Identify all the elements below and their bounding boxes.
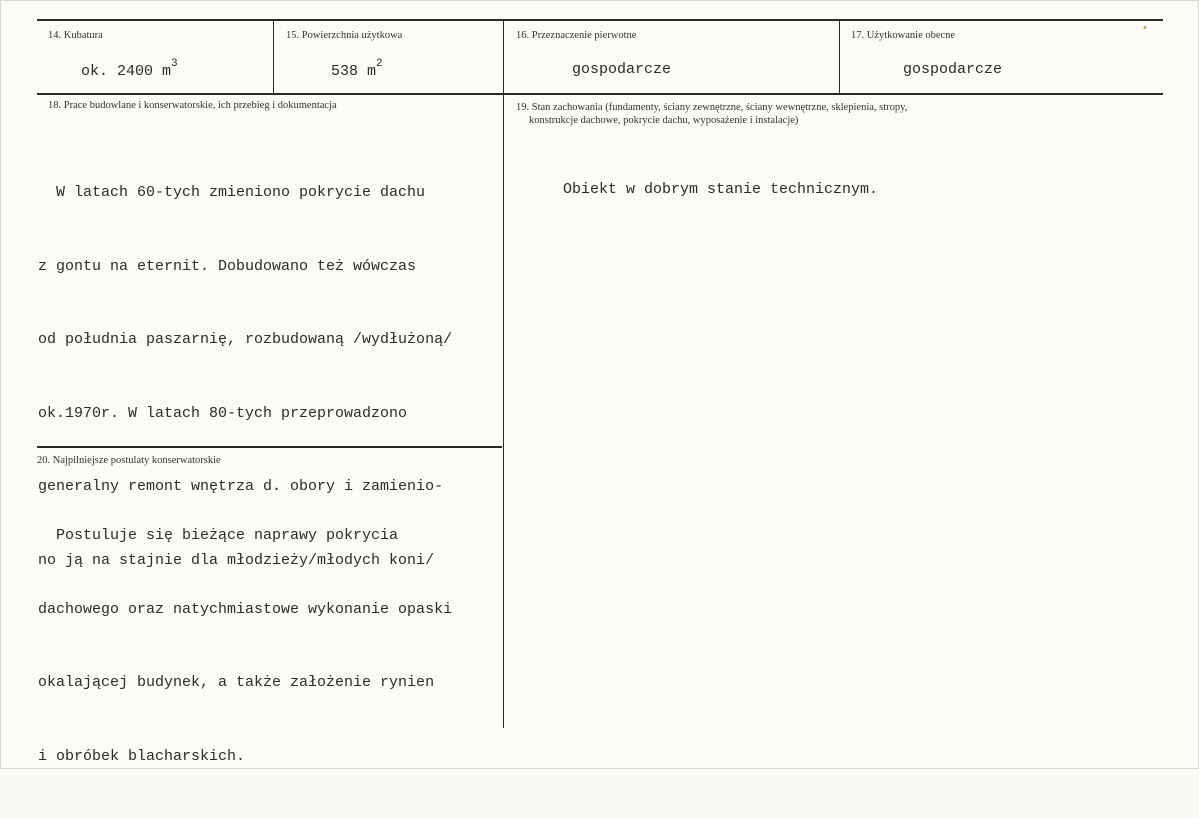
field-18-line: no ją na stajnie dla młodzieży/młodych koni/ — [38, 551, 435, 569]
field-20-line: dachowego oraz natychmiastowe wykonanie opaski — [38, 600, 453, 618]
field-17-value: gospodarcze — [903, 61, 1003, 78]
field-15-value-text: 538 m — [331, 63, 377, 80]
field-17-label: 17. Użytkowanie obecne — [851, 30, 956, 41]
field-18-line: od południa paszarnię, rozbudowaną /wydłużoną/ — [38, 331, 453, 348]
field-15-value — [331, 58, 383, 80]
field-16-label: 16. Przeznaczenie pierwotne — [516, 30, 637, 41]
top-rule — [37, 19, 1163, 21]
field-20-text — [38, 475, 452, 818]
field-19-line: Obiekt w dobrym stanie technicznym. — [563, 181, 879, 198]
field-20-label: 20. Najpilniejsze postulaty konserwatorskie — [37, 455, 221, 466]
corner-mark-icon: • — [1142, 23, 1148, 34]
row1-bottom-rule — [37, 93, 1163, 95]
col-divider-1 — [273, 20, 274, 94]
field-15-label: 15. Powierzchnia użytkowa — [286, 30, 403, 41]
field-20-line: okalającej budynek, a także założenie rynien — [38, 674, 435, 691]
field-18-line: W latach 60-tych zmieniono pokrycie dachu — [38, 184, 426, 201]
field-20-line: i obróbek blacharskich. — [38, 747, 246, 765]
field-18-line: ok.1970r. W latach 80-tych przeprowadzono — [38, 404, 408, 422]
field-19-text — [563, 129, 878, 252]
field-14-value — [81, 58, 178, 80]
field-18-line: z gontu na eternit. Dobudowano też wówczas — [38, 257, 417, 275]
field-14-unit-exponent: 3 — [171, 58, 178, 70]
field-15-unit-exponent: 2 — [376, 58, 383, 70]
col-divider-3 — [839, 20, 840, 94]
field-18-label: 18. Prace budowlane i konserwatorskie, ich przebieg i dokumentacja — [48, 100, 337, 111]
field-16-value: gospodarcze — [572, 61, 672, 78]
field-19-label-line1: 19. Stan zachowania (fundamenty, ściany zewnętrzne, ściany wewnętrzne, sklepienia, stropy, — [516, 102, 908, 113]
field-18-line: generalny remont wnętrza d. obory i zamienio- — [38, 478, 444, 495]
field-14-value-text: ok. 2400 m — [81, 63, 172, 80]
col-divider-2 — [503, 20, 504, 728]
field-19-label-line2: konstrukcje dachowe, pokrycie dachu, wyposażenie i instalacje) — [529, 115, 799, 126]
field-20-line: Postuluje się bieżące naprawy pokrycia — [38, 527, 399, 544]
field-14-label: 14. Kubatura — [48, 30, 103, 41]
